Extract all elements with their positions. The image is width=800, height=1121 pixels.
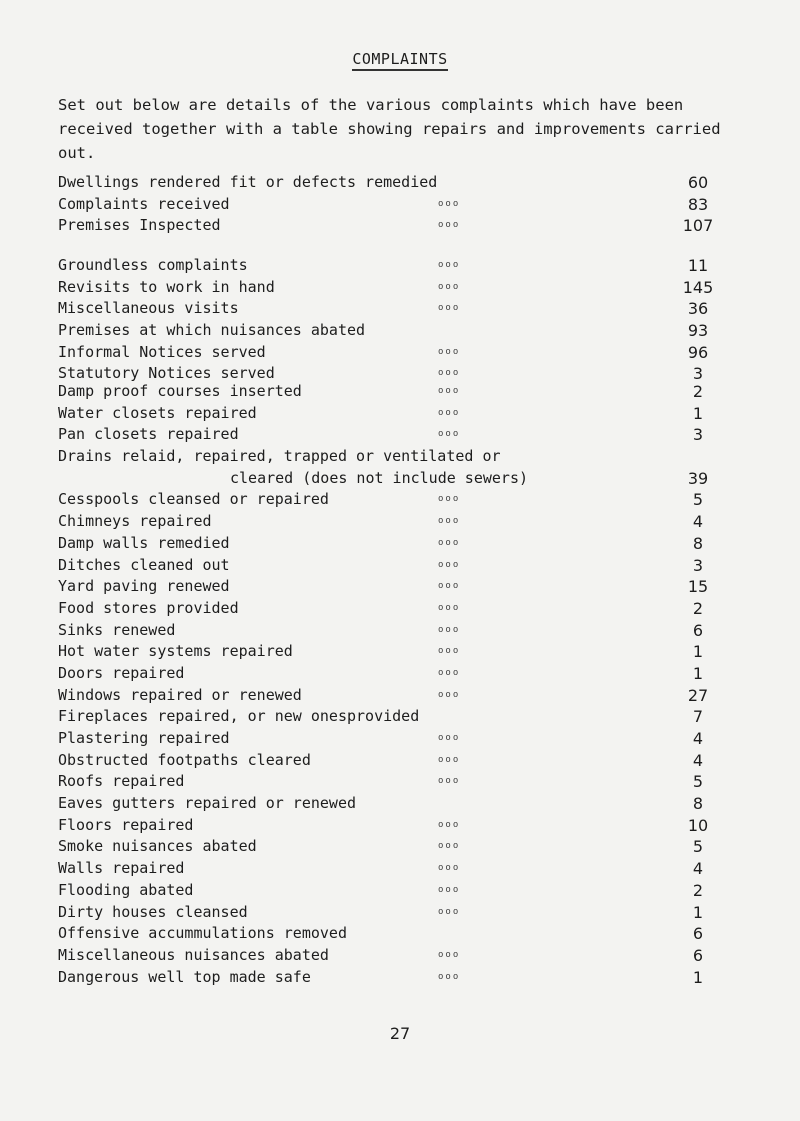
dot-leader: ooo	[438, 819, 461, 830]
dot-leader: ooo	[438, 733, 461, 744]
item-value: 83	[687, 194, 709, 214]
item-label: Eaves gutters repaired or renewed	[58, 794, 357, 813]
dot-leader: ooo	[438, 971, 461, 982]
list-item	[58, 424, 704, 446]
dot-leader: ooo	[438, 841, 461, 852]
item-label: Dangerous well top made safe	[58, 967, 311, 986]
list-item	[58, 403, 704, 425]
item-label: Chimneys repaired	[58, 512, 212, 531]
list-item	[58, 793, 704, 815]
item-label: Ditches cleaned out	[58, 555, 230, 574]
dot-leader: ooo	[438, 949, 461, 960]
list-item	[58, 663, 704, 685]
item-label: Miscellaneous visits	[58, 299, 239, 318]
item-label: Pan closets repaired	[58, 425, 239, 444]
item-label: Fireplaces repaired, or new onesprovided	[58, 707, 420, 726]
item-label: Dirty houses cleansed	[58, 902, 248, 921]
item-value: 11	[687, 256, 709, 275]
item-value: 3	[692, 364, 704, 384]
item-label: Food stores provided	[58, 598, 239, 617]
item-label: Plastering repaired	[58, 729, 230, 748]
item-label: Statutory Notices served	[58, 364, 275, 383]
dot-leader: ooo	[438, 776, 461, 787]
item-label: Roofs repaired	[58, 772, 185, 791]
list-item	[58, 902, 704, 924]
item-value: 15	[687, 577, 709, 597]
list-item	[58, 750, 704, 772]
list-item	[58, 620, 704, 642]
item-value: 4	[692, 729, 704, 749]
list-item	[58, 194, 709, 216]
item-label: Doors repaired	[58, 663, 185, 682]
item-label: Yard paving renewed	[58, 577, 230, 596]
summary-section	[58, 172, 714, 237]
item-label: Sinks renewed	[58, 620, 176, 639]
list-item	[58, 342, 709, 364]
dot-leader: ooo	[438, 368, 461, 379]
item-label: Flooding abated	[58, 880, 194, 899]
list-item	[58, 381, 704, 403]
dot-leader: ooo	[438, 602, 461, 613]
list-item	[58, 706, 704, 728]
list-item	[58, 685, 709, 707]
item-label: Offensive accummulations removed	[58, 924, 347, 943]
dot-leader: ooo	[438, 281, 461, 292]
item-label: Floors repaired	[58, 815, 194, 834]
item-label: Smoke nuisances abated	[58, 837, 257, 856]
item-value: 2	[692, 880, 704, 900]
item-value: 8	[692, 794, 704, 814]
item-value: 27	[687, 685, 709, 705]
item-value: 1	[692, 642, 704, 662]
list-item	[58, 446, 709, 489]
dot-leader: ooo	[438, 559, 461, 570]
dot-leader: ooo	[438, 581, 461, 592]
item-value: 2	[692, 598, 704, 618]
item-label: Premises Inspected	[58, 216, 221, 235]
item-label: Miscellaneous nuisances abated	[58, 945, 329, 964]
item-label: Damp walls remedied	[58, 533, 230, 552]
item-value: 93	[687, 321, 709, 341]
list-item	[58, 771, 704, 793]
item-value: 4	[692, 859, 704, 879]
item-label: Cesspools cleansed or repaired	[58, 490, 329, 509]
item-value: 107	[682, 216, 714, 236]
list-item	[58, 945, 704, 967]
item-label: Walls repaired	[58, 859, 185, 878]
list-item	[58, 815, 709, 837]
item-label: Revisits to work in hand	[58, 277, 275, 296]
dot-leader: ooo	[438, 537, 461, 548]
item-value: 4	[692, 512, 704, 532]
item-value: 5	[692, 772, 704, 792]
item-label: Dwellings rendered fit or defects remedied	[58, 173, 438, 191]
list-item	[58, 215, 714, 237]
dot-leader: ooo	[438, 754, 461, 765]
list-item	[58, 320, 709, 342]
list-item	[58, 880, 704, 902]
item-value: 36	[687, 299, 709, 319]
item-label: Obstructed footpaths cleared	[58, 750, 311, 769]
list-item	[58, 967, 704, 989]
item-label: Groundless complaints	[58, 256, 248, 274]
item-label: Complaints received	[58, 194, 230, 213]
item-value: 96	[687, 342, 709, 362]
dot-leader: ooo	[438, 346, 461, 357]
list-item	[58, 576, 709, 598]
item-value: 1	[692, 663, 704, 683]
item-label-continued: cleared (does not include sewers)	[230, 468, 529, 487]
dot-leader: ooo	[438, 884, 461, 895]
item-value: 3	[692, 555, 704, 575]
item-value: 10	[687, 815, 709, 835]
item-value: 3	[692, 425, 704, 445]
page-heading: COMPLAINTS	[0, 50, 800, 71]
item-value: 1	[692, 902, 704, 922]
dot-leader: ooo	[438, 386, 461, 396]
list-item	[58, 172, 709, 194]
item-label: Damp proof courses inserted	[58, 382, 302, 400]
item-label: Drains relaid, repaired, trapped or ventilated or	[58, 447, 501, 466]
dot-leader: ooo	[438, 220, 461, 231]
item-value: 1	[692, 967, 704, 987]
item-value: 4	[692, 750, 704, 770]
list-item	[58, 511, 704, 533]
item-value: 5	[692, 490, 704, 510]
item-value: 6	[692, 945, 704, 965]
dot-leader: ooo	[438, 494, 461, 505]
item-label: Windows repaired or renewed	[58, 685, 302, 704]
intro-paragraph: Set out below are details of the various complaints which have been received together with a table showing repairs and improvements carried out.	[58, 96, 721, 162]
item-value: 6	[692, 620, 704, 640]
item-label: Hot water systems repaired	[58, 642, 293, 661]
dot-leader: ooo	[438, 516, 461, 527]
list-item	[58, 277, 714, 299]
list-item	[58, 255, 709, 277]
item-value: 1	[692, 403, 704, 423]
dot-leader: ooo	[438, 198, 461, 209]
dot-leader: ooo	[438, 667, 461, 678]
list-item	[58, 728, 704, 750]
repairs-section	[58, 381, 709, 988]
dot-leader: ooo	[438, 303, 461, 314]
list-item	[58, 923, 704, 945]
list-item	[58, 489, 704, 511]
list-item	[58, 298, 709, 320]
item-value: 39	[687, 468, 709, 488]
item-value: 5	[692, 837, 704, 857]
dot-leader: ooo	[438, 906, 461, 917]
list-item	[58, 555, 704, 577]
list-item	[58, 533, 704, 555]
item-value: 6	[692, 924, 704, 944]
list-item	[58, 836, 704, 858]
item-value: 8	[692, 533, 704, 553]
dot-leader: ooo	[438, 646, 461, 657]
dot-leader: ooo	[438, 689, 461, 700]
item-value: 145	[682, 277, 714, 297]
dot-leader: ooo	[438, 407, 461, 418]
dot-leader: ooo	[438, 624, 461, 635]
dot-leader: ooo	[438, 260, 461, 270]
dot-leader: ooo	[438, 863, 461, 874]
item-value: 2	[692, 382, 704, 401]
page-number: 27	[389, 1024, 411, 1043]
item-value: 7	[692, 707, 704, 727]
item-value: 60	[687, 173, 709, 192]
item-label: Informal Notices served	[58, 342, 266, 361]
visits-section	[58, 255, 714, 385]
list-item	[58, 641, 704, 663]
dot-leader: ooo	[438, 429, 461, 440]
item-label: Water closets repaired	[58, 403, 257, 422]
list-item	[58, 858, 704, 880]
list-item	[58, 598, 704, 620]
item-label: Premises at which nuisances abated	[58, 321, 366, 340]
